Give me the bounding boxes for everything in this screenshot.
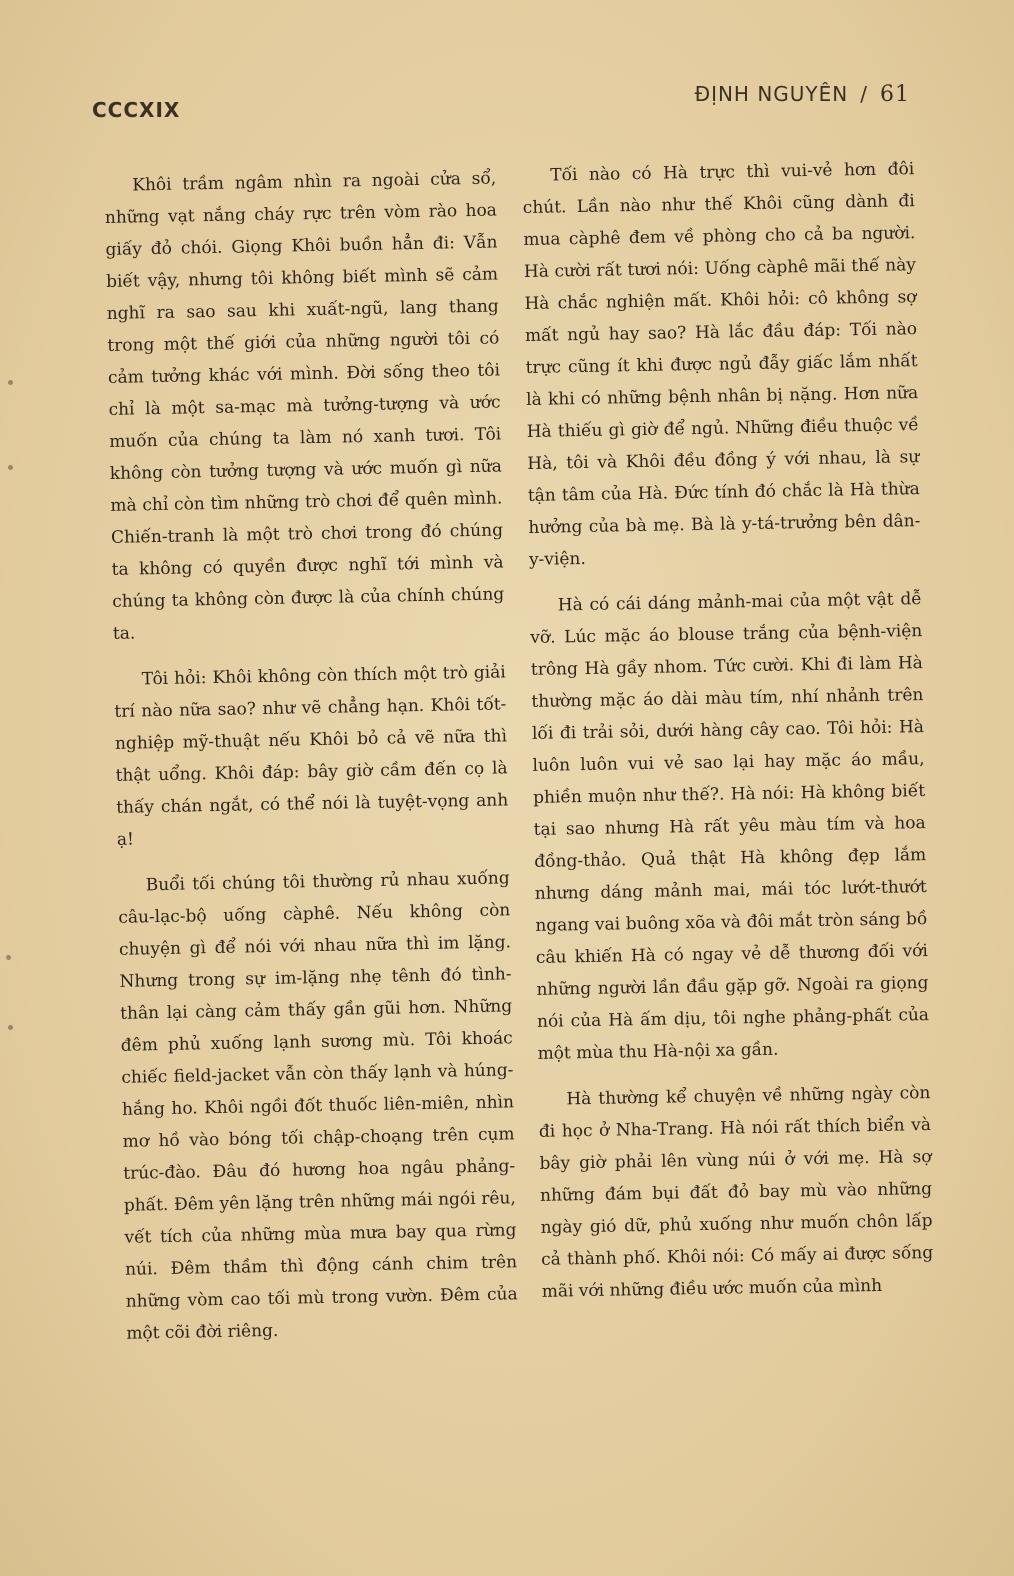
header-separator: / [860, 82, 868, 106]
page-number: 61 [880, 82, 910, 107]
scan-speck [8, 380, 13, 385]
left-column [104, 162, 519, 1363]
scan-speck [8, 1025, 13, 1030]
running-header [695, 82, 910, 107]
paragraph: Khôi trầm ngâm nhìn ra ngoài cửa sổ, những vạt nắng cháy rực trên vòm rào hoa giấy đỏ chói. Giọng Khôi buồn hẳn đi: Vẫn biết vậy, nhưng tôi không biết mình sẽ cảm nghĩ ra sao sau khi xuất-ngũ, lang thang trong một thế giới của những người tôi có cảm tưởng khác với mình. Đời sống theo tôi chỉ là một sa-mạc mà tưởng-tượng và ước muốn của chúng ta làm nó xanh tươi. Tôi không còn tưởng tượng và ước muốn gì nữa mà chỉ còn tìm những trò chơi để quên mình. Chiến-tranh là một trò chơi trong đó chúng ta không có quyền được nghĩ tới mình và chúng ta không còn được là của chính chúng ta. [104, 168, 505, 644]
chapter-marker: CCCXIX [92, 98, 181, 122]
paragraph: Hà có cái dáng mảnh-mai của một vật dễ vỡ. Lúc mặc áo blouse trắng của bệnh-viện trông Hà gầy nhom. Tức cười. Khi đi làm Hà thường mặc áo dài màu tím, nhí nhảnh trên lối đi trải sỏi, dưới hàng cây cao. Tôi hỏi: Hà luôn luôn vui vẻ sao lại hay mặc áo mầu, phiền muộn như thế?. Hà nói: Hà không biết tại sao nhưng Hà rất yêu màu tím và hoa đồng-thảo. Quả thật Hà không đẹp lắm nhưng dáng mảnh mai, mái tóc lướt-thướt ngang vai buông xõa và đôi mắt tròn sáng bồ câu khiến Hà có ngay vẻ dễ thương đối với những người lần đầu gặp gỡ. Ngoài ra giọng nói của Hà ấm dịu, tôi nghe phảng-phất của một mùa thu Hà-nội xa gần. [530, 589, 930, 1064]
paragraph: Hà thường kể chuyện về những ngày còn đi học ở Nha-Trang. Hà nói rất thích biển và bây giờ phải lên vùng núi ở với mẹ. Hà sợ những đám bụi đất đỏ bay mù vào những ngày gió dữ, phủ xuống như muốn chôn lấp cả thành phố. Khôi nói: Có mấy ai được sống mãi với những điều ước muốn của mình [538, 1083, 934, 1302]
scan-speck [6, 955, 11, 960]
paragraph: Buổi tối chúng tôi thường rủ nhau xuống câu-lạc-bộ uống càphê. Nếu không còn chuyện gì để nói với nhau nữa thì im lặng. Nhưng trong sự im-lặng nhẹ tênh đó tình-thân lại càng cảm thấy gần gũi hơn. Những đêm phủ xuống lạnh sương mù. Tôi khoác chiếc field-jacket vẫn còn thấy lạnh và húng-hắng ho. Khôi ngồi đốt thuốc liên-miên, nhìn mơ hồ vào bóng tối chập-choạng trên cụm trúc-đào. Đâu đó hương hoa ngâu phảng-phất. Đêm yên lặng trên những mái ngói rêu, vết tích của những mùa mưa bay qua rừng núi. Đêm thầm thì động cánh chim trên những vòm cao tối mù trong vườn. Đêm của một cõi đời riêng. [118, 868, 518, 1344]
paragraph: Tôi hỏi: Khôi không còn thích một trò giải trí nào nữa sao? như vẽ chẳng hạn. Khôi tốt-nghiệp mỹ-thuật nếu Khôi bỏ cả vẽ nữa thì thật uổng. Khôi đáp: bây giờ cầm đến cọ là thấy chán ngắt, có thể nói là tuyệt-vọng anh ạ! [114, 662, 509, 850]
right-column [522, 153, 934, 1322]
scan-speck [8, 465, 13, 470]
author-name: ĐỊNH NGUYÊN [694, 82, 849, 106]
paragraph: Tối nào có Hà trực thì vui-vẻ hơn đôi chút. Lần nào như thế Khôi cũng dành đi mua càphê đem về phòng cho cả ba người. Hà cười rất tươi nói: Uống càphê mãi thế này Hà chắc nghiện mất. Khôi hỏi: cô không sợ mất ngủ hay sao? Hà lắc đầu đáp: Tối nào trực cũng ít khi được ngủ đẫy giấc lắm nhất là khi có những bệnh nhân bị nặng. Hơn nữa Hà thiếu gì giờ để ngủ. Những điều thuộc về Hà, tôi và Khôi đều đồng ý với nhau, là sự tận tâm của Hà. Đức tính đó chắc là Hà thừa hưởng của bà mẹ. Bà là y-tá-trưởng bên dân-y-viện. [522, 159, 921, 570]
